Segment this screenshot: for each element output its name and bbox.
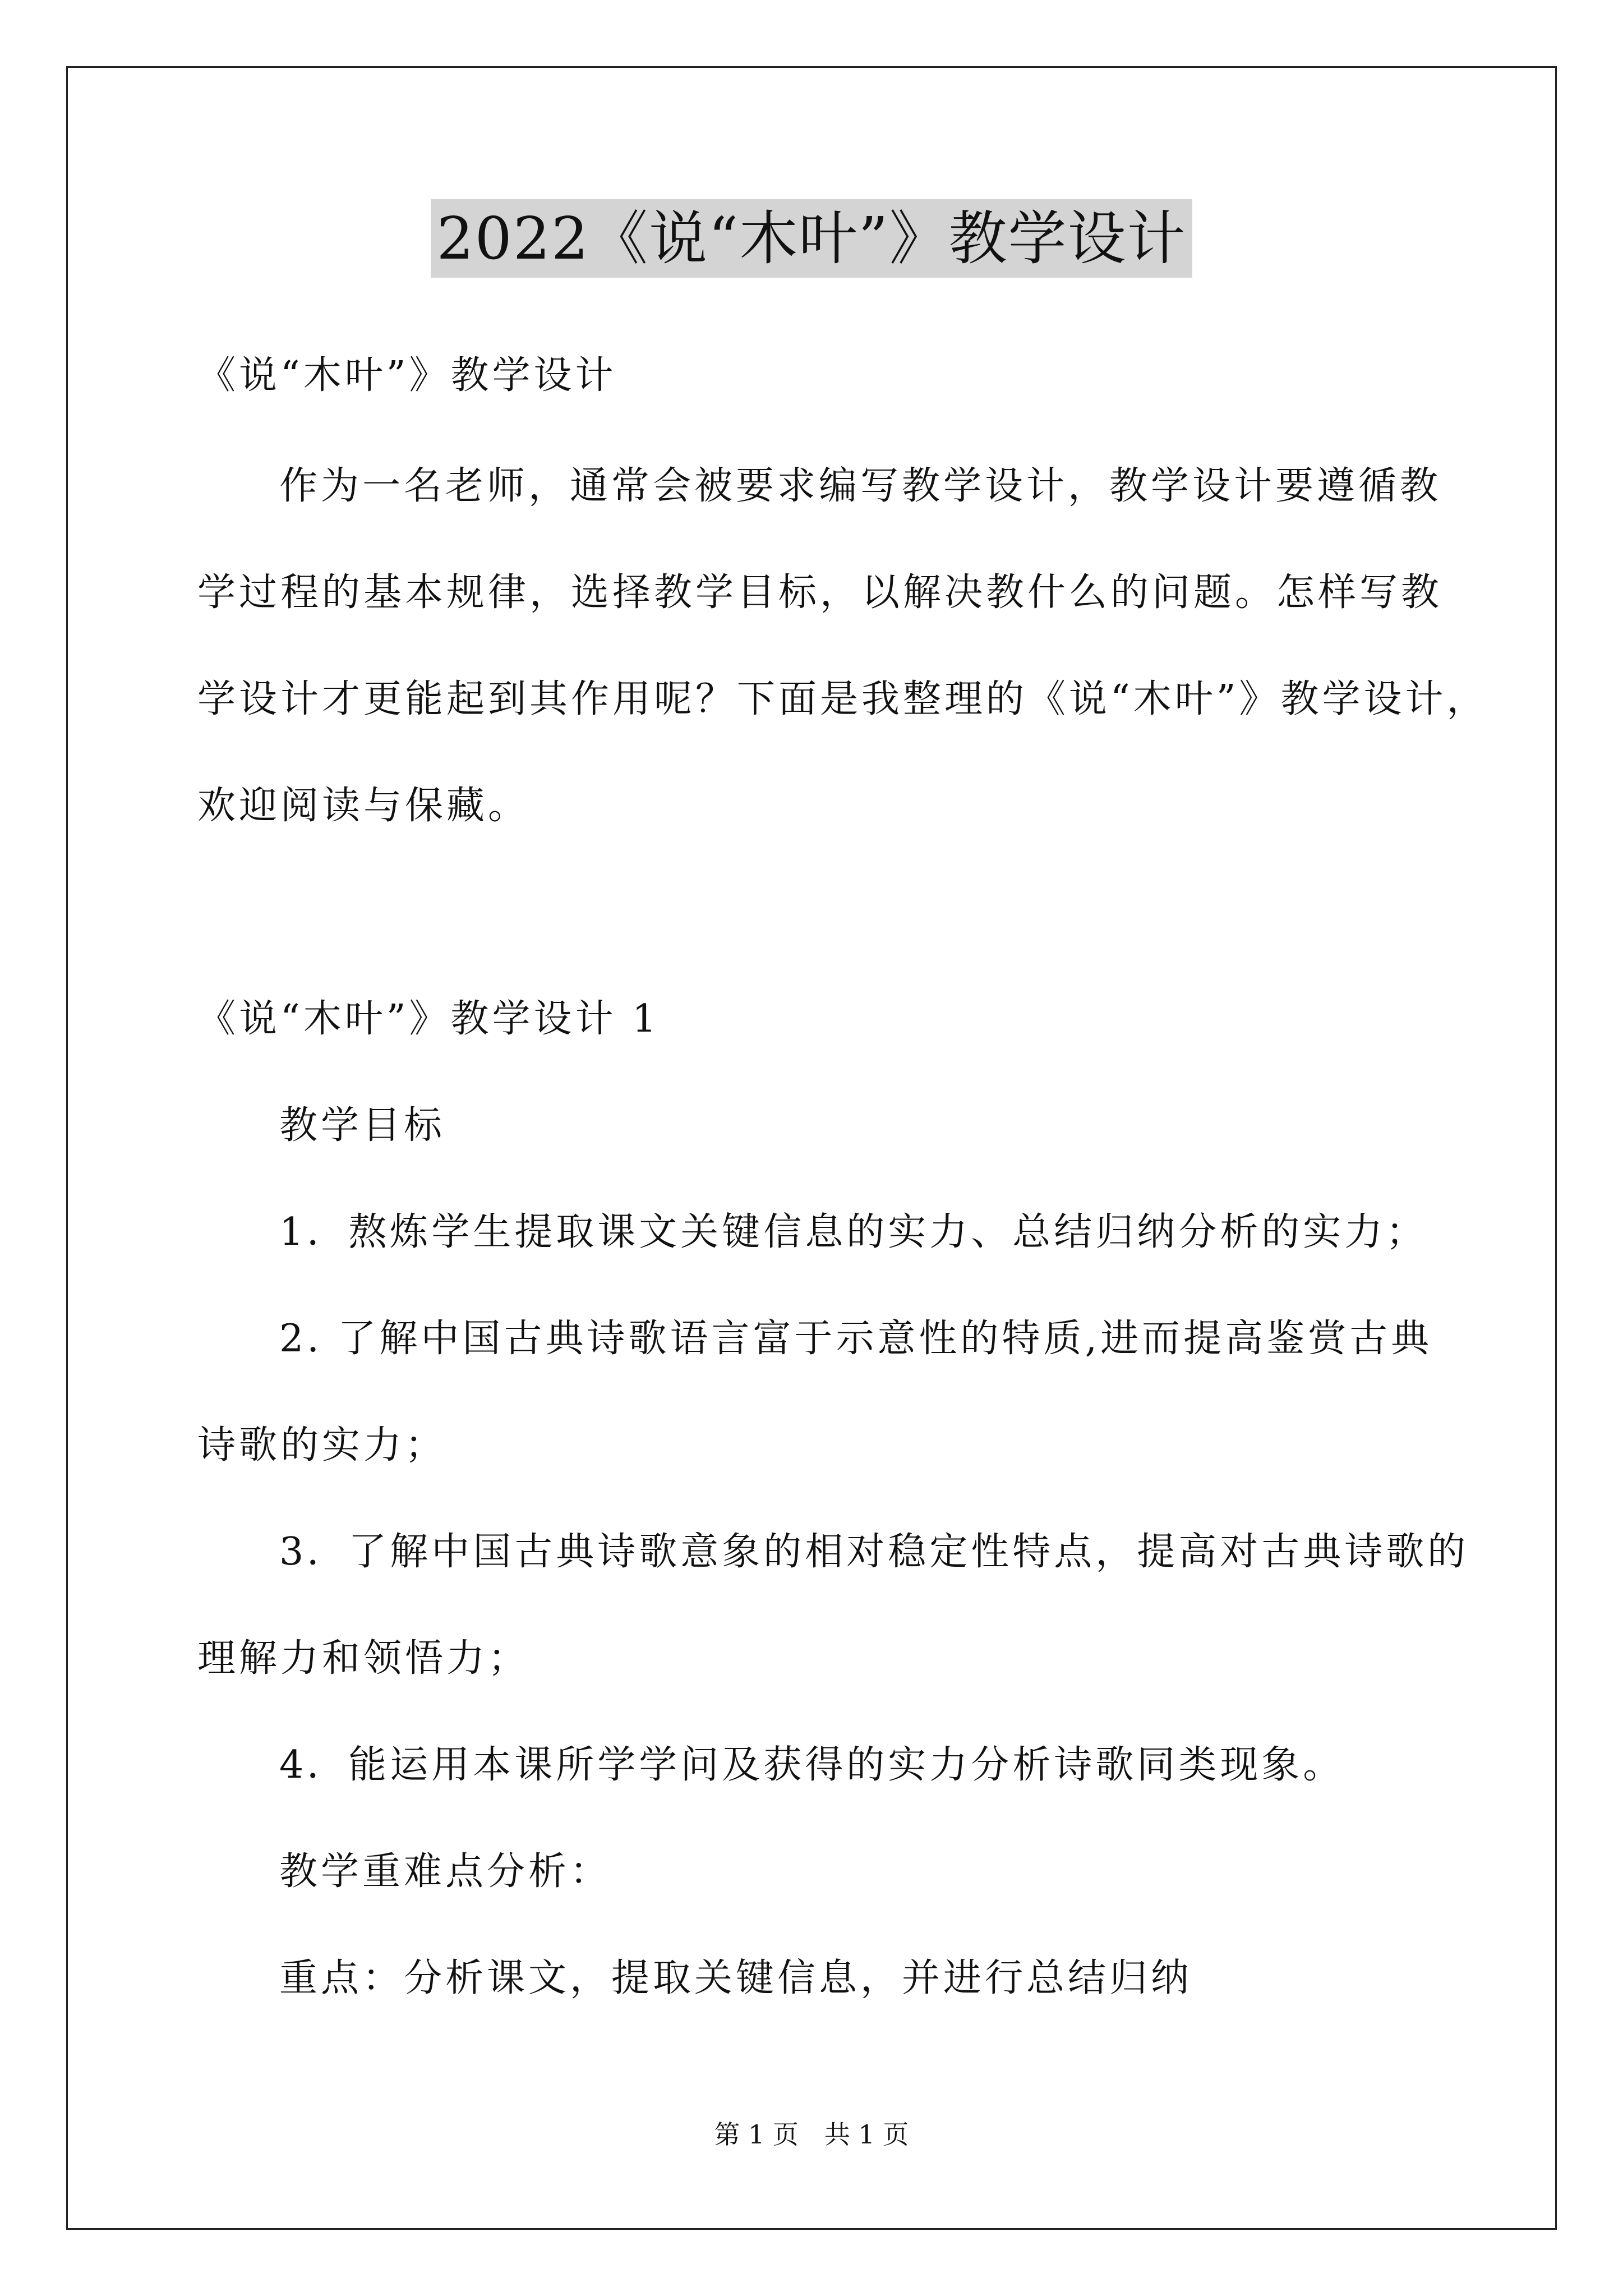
key-point: 重点：分析课文，提取关键信息，并进行总结归纳 bbox=[279, 1956, 1193, 2000]
page-footer: 第 1 页 共 1 页 bbox=[714, 2119, 909, 2150]
objective-item-3-line-2: 理解力和领悟力； bbox=[197, 1636, 530, 1681]
intro-line-4: 欢迎阅读与保藏。 bbox=[197, 784, 530, 828]
document-subtitle: 《说“木叶”》教学设计 bbox=[197, 353, 617, 398]
objective-item-1: 1．熬炼学生提取课文关键信息的实力、总结归纳分析的实力； bbox=[279, 1210, 1428, 1254]
objective-item-3-line-1: 3．了解中国古典诗歌意象的相对稳定性特点，提高对古典诗歌的 bbox=[279, 1530, 1469, 1574]
objective-item-4: 4．能运用本课所学学问及获得的实力分析诗歌同类现象。 bbox=[279, 1743, 1345, 1787]
intro-line-3: 学设计才更能起到其作用呢？下面是我整理的《说“木叶”》教学设计， bbox=[197, 677, 1488, 721]
intro-line-1: 作为一名老师，通常会被要求编写教学设计，教学设计要遵循教 bbox=[279, 464, 1442, 508]
intro-line-2: 学过程的基本规律，选择教学目标，以解决教什么的问题。怎样写教 bbox=[197, 570, 1443, 615]
title-container bbox=[0, 199, 1623, 278]
section-heading: 《说“木叶”》教学设计 1 bbox=[197, 997, 660, 1041]
objectives-label: 教学目标 bbox=[279, 1103, 446, 1148]
objective-item-2-line-2: 诗歌的实力； bbox=[197, 1423, 447, 1467]
difficulty-label: 教学重难点分析： bbox=[279, 1849, 612, 1894]
document-title: 2022《说“木叶”》教学设计 bbox=[431, 199, 1192, 278]
objective-item-2-line-1: 2. 了解中国古典诗歌语言富于示意性的特质,进而提高鉴赏古典 bbox=[279, 1317, 1433, 1361]
